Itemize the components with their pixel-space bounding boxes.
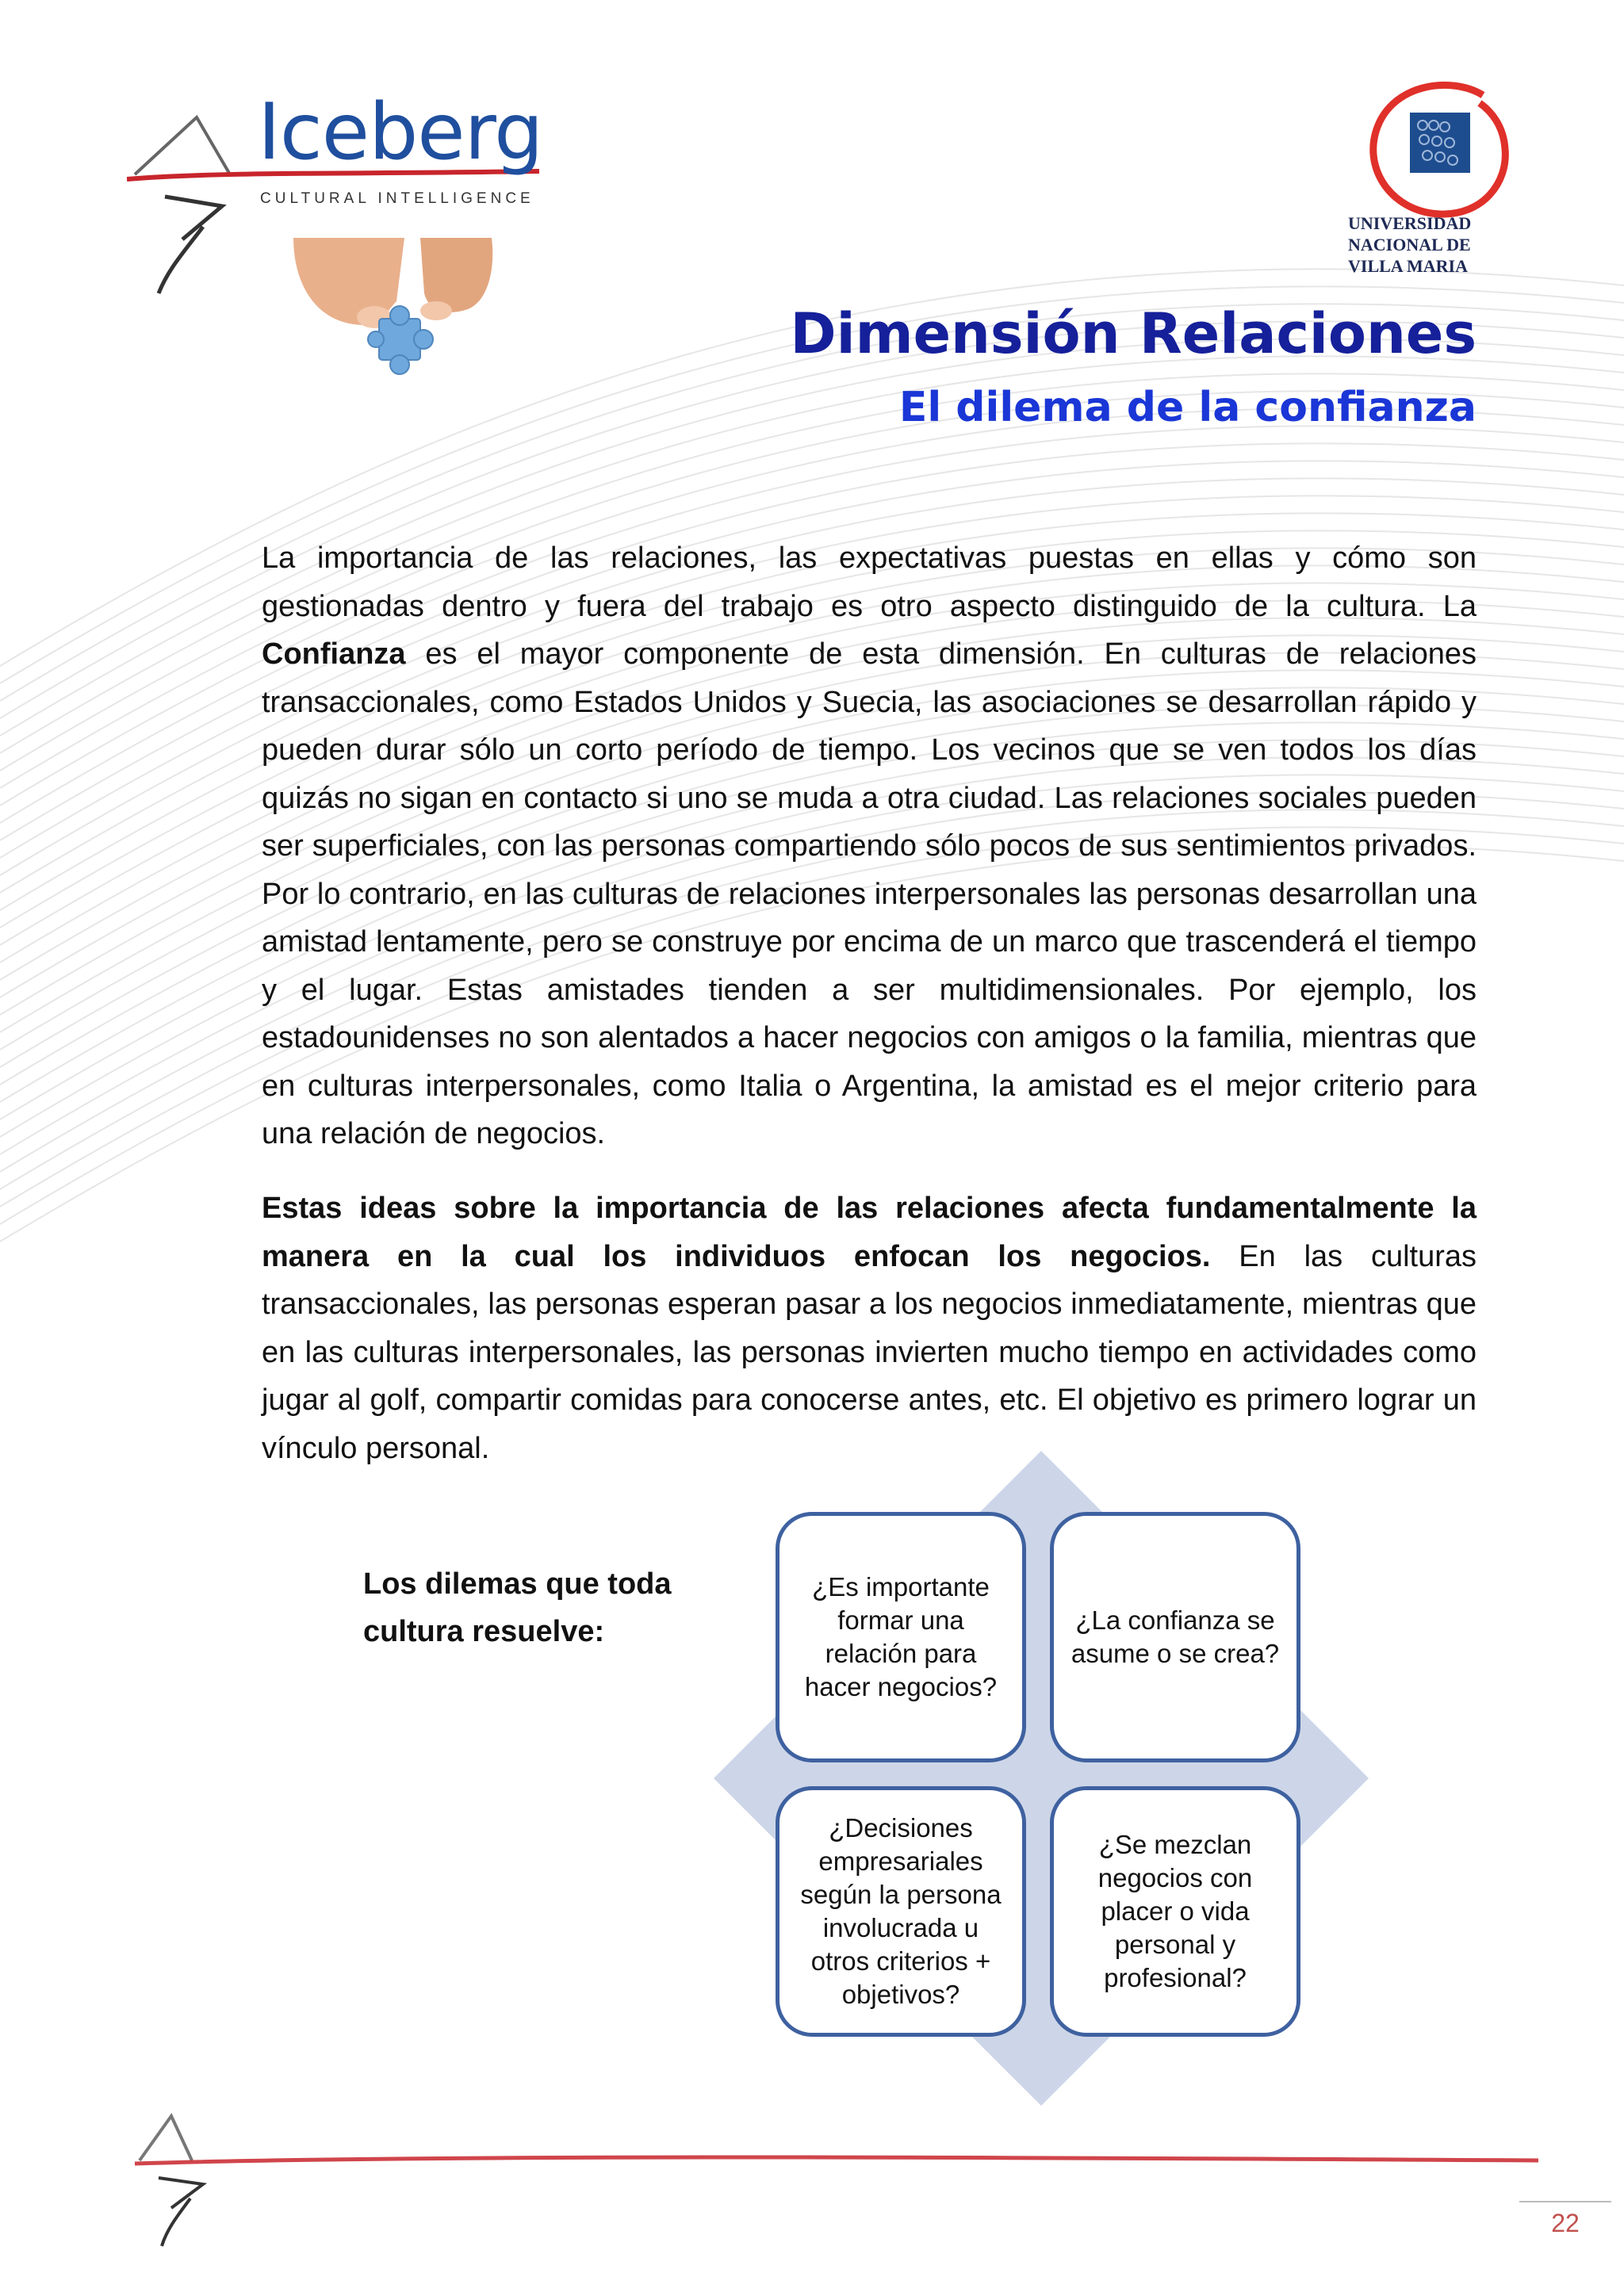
page-number: 22 bbox=[1551, 2209, 1580, 2237]
paragraph-1-text-b: es el mayor componente de esta dimensión. En culturas de relaciones transaccionales, como Estados Unidos y Suecia, las asociaciones se desarrollan rápido y pueden durar sólo un corto período de tiempo. Los vecinos que se ven todos los días quizás no sigan en contacto si uno se muda a otra ciudad. Las relaciones sociales pueden ser superficiales, con las personas compartiendo sólo pocos de sus sentimientos privados. Por lo contrario, en las culturas de relaciones interpersonales las personas desarrollan una amistad lentamente, pero se construye por encima de un marco que trascenderá el tiempo y el lugar. Estas amistades tienden a ser multidimensionales. Por ejemplo, los estadounidenses no son alentados a hacer negocios con amigos o la familia, mientras que en culturas interpersonales, como Italia o Argentina, la amistad es el mejor criterio para una relación de negocios. bbox=[262, 637, 1477, 1150]
footer-iceberg-mark bbox=[127, 2105, 1538, 2248]
page-number-rule bbox=[1519, 2201, 1611, 2202]
university-name-line-3: VILLA MARIA bbox=[1348, 256, 1468, 276]
dilemma-text-3: ¿Decisiones empresariales según la persona involucrada u otros criterios + objetivos? bbox=[800, 1813, 1002, 2009]
dilemma-text-4: ¿Se mezclan negocios con placer o vida personal y profesional? bbox=[1097, 1830, 1253, 1992]
paragraph-1-text-a: La importancia de las relaciones, las expectativas puestas en ellas y cómo son gestionadas dentro y fuera del trabajo es otro aspecto distinguido de la cultura. La bbox=[262, 541, 1477, 623]
paragraph-2 bbox=[262, 1184, 1477, 1472]
diagram-label: Los dilemas que toda cultura resuelve: bbox=[363, 1567, 672, 1648]
university-name bbox=[1348, 212, 1515, 277]
university-logo-mark bbox=[1364, 79, 1515, 222]
dilemma-text-2: ¿La confianza se asume o se crea? bbox=[1071, 1605, 1280, 1668]
dilemma-box-4 bbox=[1050, 1786, 1300, 2037]
paragraph-1-bold: Confianza bbox=[262, 637, 406, 671]
paragraph-2-bold: Estas ideas sobre la importancia de las relaciones afecta fundamentalmente la manera en la cual los individuos enfocan los negocios. bbox=[262, 1192, 1477, 1273]
dilemma-box-2 bbox=[1050, 1512, 1300, 1762]
iceberg-tagline: CULTURAL INTELLIGENCE bbox=[260, 190, 534, 207]
university-name-line-2: NACIONAL DE bbox=[1348, 235, 1471, 254]
dilemma-text-1: ¿Es importante formar una relación para hacer negocios? bbox=[804, 1572, 998, 1701]
paragraph-2-text: En las culturas transaccionales, las personas esperan pasar a los negocios inmediatamente, mientras que en las culturas interpersonales, las personas invierten mucho tiempo en actividades como jugar al golf, compartir comidas para conocerse antes, etc. El objetivo es primero lograr un vínculo personal. bbox=[262, 1239, 1477, 1465]
university-name-line-1: UNIVERSIDAD bbox=[1348, 213, 1472, 233]
iceberg-brand: Iceberg bbox=[258, 87, 543, 178]
page-title: Dimensión Relaciones bbox=[790, 301, 1477, 366]
dilemma-box-3 bbox=[776, 1786, 1026, 2037]
page-subtitle: El dilema de la confianza bbox=[898, 384, 1477, 431]
hand-puzzle-image bbox=[285, 238, 508, 396]
paragraph-1 bbox=[262, 534, 1477, 1158]
dilemma-box-1 bbox=[776, 1512, 1026, 1762]
